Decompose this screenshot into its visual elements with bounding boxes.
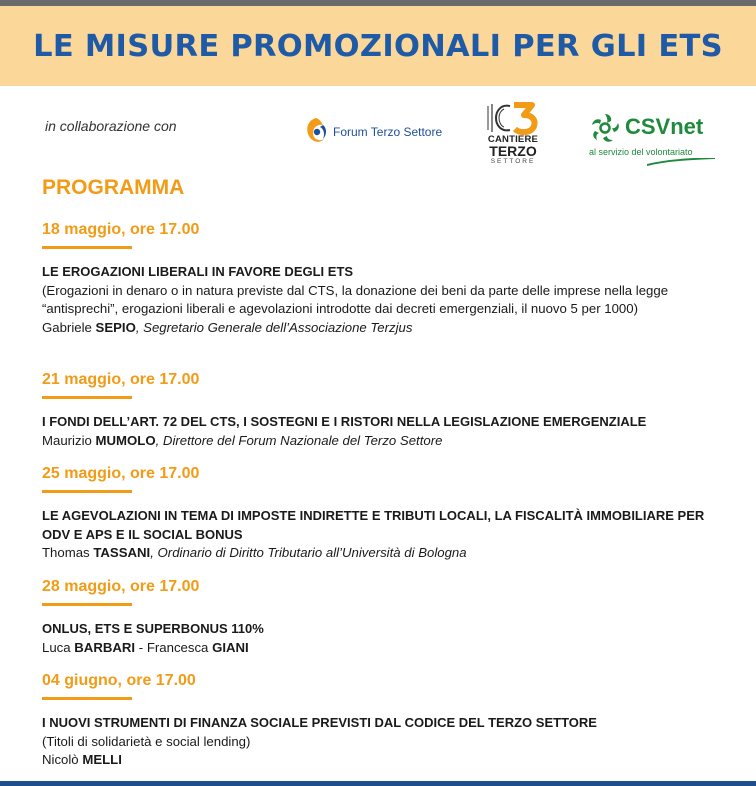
date-underline: [42, 396, 132, 399]
session-body: [42, 714, 732, 770]
c3-logo-mark-icon: [484, 100, 544, 136]
csvnet-name: CSVnet: [625, 114, 704, 139]
speaker-role: , Direttore del Forum Nazionale del Terzo Settore: [155, 432, 443, 448]
session-speaker: [42, 544, 732, 563]
date-underline: [42, 246, 132, 249]
speaker-last-name: BARBARI: [74, 639, 136, 655]
settore-word: SETTORE: [490, 158, 536, 165]
speaker-first-name: Maurizio: [42, 432, 92, 448]
session-body: [42, 507, 732, 563]
csvnet-swirl-icon: [589, 112, 621, 144]
speaker-role: , Segretario Generale dell’Associazione Terzjus: [135, 319, 413, 335]
session-title: I NUOVI STRUMENTI DI FINANZA SOCIALE PREVISTI DAL CODICE DEL TERZO SETTORE: [42, 715, 597, 730]
session-date: 21 maggio, ore 17.00: [42, 371, 200, 388]
speaker-separator: -: [135, 639, 147, 655]
session-speaker: [42, 639, 732, 658]
session-speaker: [42, 432, 732, 451]
cantiere-terzo-settore-logo: [480, 100, 546, 168]
session-date: 28 maggio, ore 17.00: [42, 578, 200, 595]
speaker2-last-name: GIANI: [212, 639, 249, 655]
session-date: 25 maggio, ore 17.00: [42, 465, 200, 482]
session-4: [42, 577, 732, 657]
speaker-first-name: Luca: [42, 639, 71, 655]
speaker2-first-name: Francesca: [146, 639, 209, 655]
session-body: [42, 413, 732, 450]
session-title: ONLUS, ETS E SUPERBONUS 110%: [42, 621, 264, 636]
speaker-first-name: Thomas: [42, 545, 90, 560]
speaker-first-name: Gabriele: [42, 319, 92, 335]
session-speaker: [42, 751, 732, 770]
date-underline: [42, 490, 132, 493]
forum-terzo-settore-logo: [303, 113, 453, 151]
session-date: 18 maggio, ore 17.00: [42, 221, 200, 238]
session-date: 04 giugno, ore 17.00: [42, 672, 196, 689]
speaker-last-name: SEPIO: [95, 319, 136, 335]
page-title: LE MISURE PROMOZIONALI PER GLI ETS: [33, 28, 723, 64]
speaker-last-name: MUMOLO: [95, 432, 156, 448]
terzo-word: TERZO: [489, 143, 537, 159]
collaboration-label: in collaborazione con: [45, 118, 177, 134]
speaker-first-name: Nicolò: [42, 752, 79, 767]
speaker-last-name: MELLI: [82, 752, 122, 767]
forum-swirl-icon: [303, 115, 329, 149]
session-title: I FONDI DELL’ART. 72 DEL CTS, I SOSTEGNI E I RISTORI NELLA LEGISLAZIONE EMERGENZIALE: [42, 414, 647, 429]
session-speaker: [42, 319, 732, 338]
speaker-last-name: TASSANI: [93, 545, 151, 560]
programma-heading: PROGRAMMA: [42, 176, 185, 199]
session-body: [42, 620, 732, 657]
session-details: (Erogazioni in denaro o in natura previste dal CTS, la donazione dei beni da parte delle imprese nella legge “antisprechi”, erogazioni liberali e agevolazioni introdotte dai decreti emergenziali, il nuovo 5 per 1000): [42, 282, 669, 316]
session-5: [42, 671, 732, 770]
session-body: [42, 263, 732, 337]
bottom-border: [0, 781, 756, 786]
forum-logo-text: Forum Terzo Settore: [333, 125, 443, 139]
session-1: [42, 220, 732, 337]
session-2: [42, 370, 732, 450]
session-title: LE EROGAZIONI LIBERALI IN FAVORE DEGLI ETS: [42, 264, 354, 279]
session-title: LE AGEVOLAZIONI IN TEMA DI IMPOSTE INDIRETTE E TRIBUTI LOCALI, LA FISCALITÀ IMMOBILIARE PER ODV E APS E IL SOCIAL BONUS: [42, 508, 705, 542]
session-details: (Titoli di solidarietà e social lending): [42, 733, 251, 749]
csvnet-swoosh-icon: [647, 158, 715, 166]
speaker-role: , Ordinario di Diritto Tributario all’Università di Bologna: [150, 545, 467, 560]
session-3: [42, 464, 732, 563]
date-underline: [42, 603, 132, 606]
date-underline: [42, 697, 132, 700]
header-banner: [0, 6, 756, 86]
cantiere-word: CANTIERE: [487, 134, 539, 145]
csvnet-logo: [587, 110, 727, 166]
csvnet-tagline: al servizio del volontariato: [589, 147, 693, 157]
